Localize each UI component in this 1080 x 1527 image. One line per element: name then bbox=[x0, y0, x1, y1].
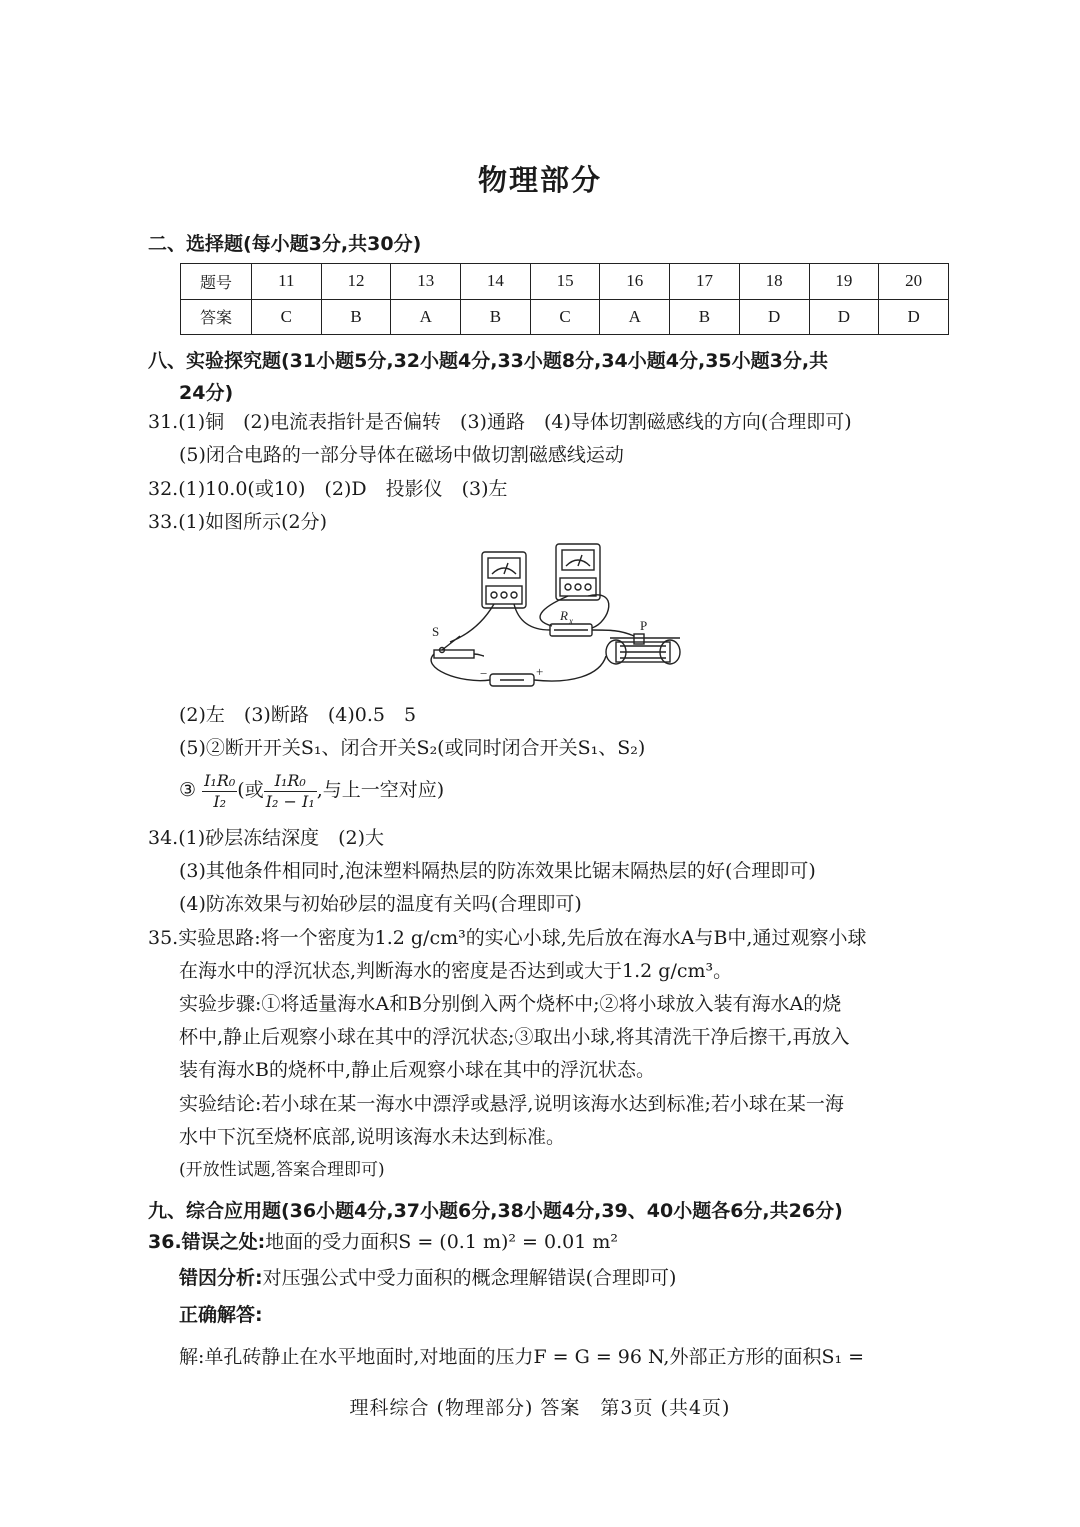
table-cell: 11 bbox=[252, 264, 322, 300]
page-title: 物理部分 bbox=[477, 163, 602, 197]
table-cell: D bbox=[879, 299, 949, 335]
q36-reason-label: 错因分析: bbox=[179, 1267, 263, 1289]
table-cell: 16 bbox=[600, 264, 670, 300]
q34-line1: 34.(1)砂层冻结深度 (2)大 bbox=[148, 827, 385, 849]
resistor-label-sub: x bbox=[569, 616, 573, 626]
q31-line1: 31.(1)铜 (2)电流表指针是否偏转 (3)通路 (4)导体切割磁感线的方向(合理即可) bbox=[148, 411, 852, 433]
or-text: (或 bbox=[237, 779, 264, 801]
resistor-label: R bbox=[560, 608, 568, 623]
table-cell: 14 bbox=[461, 264, 531, 300]
table-row-numbers bbox=[181, 264, 949, 300]
page-footer: 理科综合 (物理部分) 答案 第3页 (共4页) bbox=[349, 1397, 731, 1419]
battery-minus-label: − bbox=[480, 666, 488, 681]
table-cell: C bbox=[530, 299, 600, 335]
q35-line3: 实验步骤:①将适量海水A和B分别倒入两个烧杯中;②将小球放入装有海水A的烧 bbox=[179, 993, 842, 1015]
fraction-1: $\frac{\text{I₁R₀}}{\text{I₂}}$ bbox=[204, 770, 236, 811]
table-cell: B bbox=[321, 299, 391, 335]
q36-error-text: 地面的受力面积S = (0.1 m)² = 0.01 m² bbox=[265, 1231, 618, 1253]
table-cell: A bbox=[391, 299, 461, 335]
section-choice-heading: 二、选择题(每小题3分,共30分) bbox=[148, 233, 422, 255]
q31-line2: (5)闭合电路的一部分导体在磁场中做切割磁感线运动 bbox=[179, 444, 624, 466]
table-cell: B bbox=[461, 299, 531, 335]
q36-solution: 解:单孔砖静止在水平地面时,对地面的压力F = G = 96 N,外部正方形的面积S₁ = bbox=[179, 1346, 865, 1368]
circuit-diagram bbox=[420, 538, 710, 698]
table-cell: 12 bbox=[321, 264, 391, 300]
q36-reason-text: 对压强公式中受力面积的概念理解错误(合理即可) bbox=[262, 1267, 677, 1289]
q35-line5: 装有海水B的烧杯中,静止后观察小球在其中的浮沉状态。 bbox=[179, 1059, 656, 1081]
q35-line8: (开放性试题,答案合理即可) bbox=[179, 1160, 385, 1180]
q36-label: 36.错误之处: bbox=[148, 1231, 266, 1253]
q34-line3: (4)防冻效果与初始砂层的温度有关吗(合理即可) bbox=[179, 893, 582, 915]
row-label-number: 题号 bbox=[181, 264, 252, 300]
switch-label: S bbox=[432, 624, 440, 639]
q33-line2: (2)左 (3)断路 (4)0.5 5 bbox=[179, 704, 417, 726]
q33-line4 bbox=[179, 768, 444, 812]
q35-line1: 35.实验思路:将一个密度为1.2 g/cm³的实心小球,先后放在海水A与B中,通过观察小球 bbox=[148, 927, 867, 949]
table-cell: 20 bbox=[879, 264, 949, 300]
table-cell: 15 bbox=[530, 264, 600, 300]
q35-line4: 杯中,静止后观察小球在其中的浮沉状态;③取出小球,将其清洗干净后擦干,再放入 bbox=[179, 1026, 850, 1048]
rheostat-icon bbox=[606, 634, 680, 664]
q36-reason bbox=[179, 1266, 676, 1290]
table-cell: 18 bbox=[739, 264, 809, 300]
answer-table bbox=[180, 263, 949, 335]
battery-icon bbox=[490, 674, 534, 686]
correspond-text: ,与上一空对应) bbox=[316, 779, 445, 801]
q35-line7: 水中下沉至烧杯底部,说明该海水未达到标准。 bbox=[179, 1126, 566, 1148]
ammeter-icon bbox=[482, 552, 526, 608]
slider-label: P bbox=[640, 618, 648, 633]
table-cell: 17 bbox=[670, 264, 740, 300]
fraction-2: $\frac{\text{I₁R₀}}{\text{I₂ − I₁}}$ bbox=[265, 770, 315, 811]
table-cell: C bbox=[252, 299, 322, 335]
q35-line6: 实验结论:若小球在某一海水中漂浮或悬浮,说明该海水达到标准;若小球在某一海 bbox=[179, 1093, 844, 1115]
section-experiment-heading-cont: 24分) bbox=[179, 382, 234, 404]
table-cell: D bbox=[809, 299, 879, 335]
q32: 32.(1)10.0(或10) (2)D 投影仪 (3)左 bbox=[148, 478, 508, 500]
q33-line3: (5)②断开开关S₁、闭合开关S₂(或同时闭合开关S₁、S₂) bbox=[179, 737, 646, 759]
q33-line1: 33.(1)如图所示(2分) bbox=[148, 511, 328, 533]
q34-line2: (3)其他条件相同时,泡沫塑料隔热层的防冻效果比锯末隔热层的好(合理即可) bbox=[179, 860, 816, 882]
table-cell: A bbox=[600, 299, 670, 335]
q35-line2: 在海水中的浮沉状态,判断海水的密度是否达到或大于1.2 g/cm³。 bbox=[179, 960, 733, 982]
battery-plus-label: + bbox=[536, 664, 544, 679]
table-cell: 19 bbox=[809, 264, 879, 300]
switch-icon bbox=[434, 636, 474, 658]
section-application-heading: 九、综合应用题(36小题4分,37小题6分,38小题4分,39、40小题各6分,共26分) bbox=[148, 1200, 843, 1222]
table-row-answers bbox=[181, 299, 949, 335]
table-cell: D bbox=[739, 299, 809, 335]
row-label-answer: 答案 bbox=[181, 299, 252, 335]
circled-three: ③ bbox=[179, 779, 197, 801]
voltmeter-icon bbox=[556, 544, 600, 600]
q36-correct-label: 正确解答: bbox=[179, 1304, 263, 1326]
table-cell: 13 bbox=[391, 264, 461, 300]
section-experiment-heading: 八、实验探究题(31小题5分,32小题4分,33小题8分,34小题4分,35小题3分,共 bbox=[148, 350, 829, 372]
q36-error bbox=[148, 1230, 618, 1254]
table-cell: B bbox=[670, 299, 740, 335]
